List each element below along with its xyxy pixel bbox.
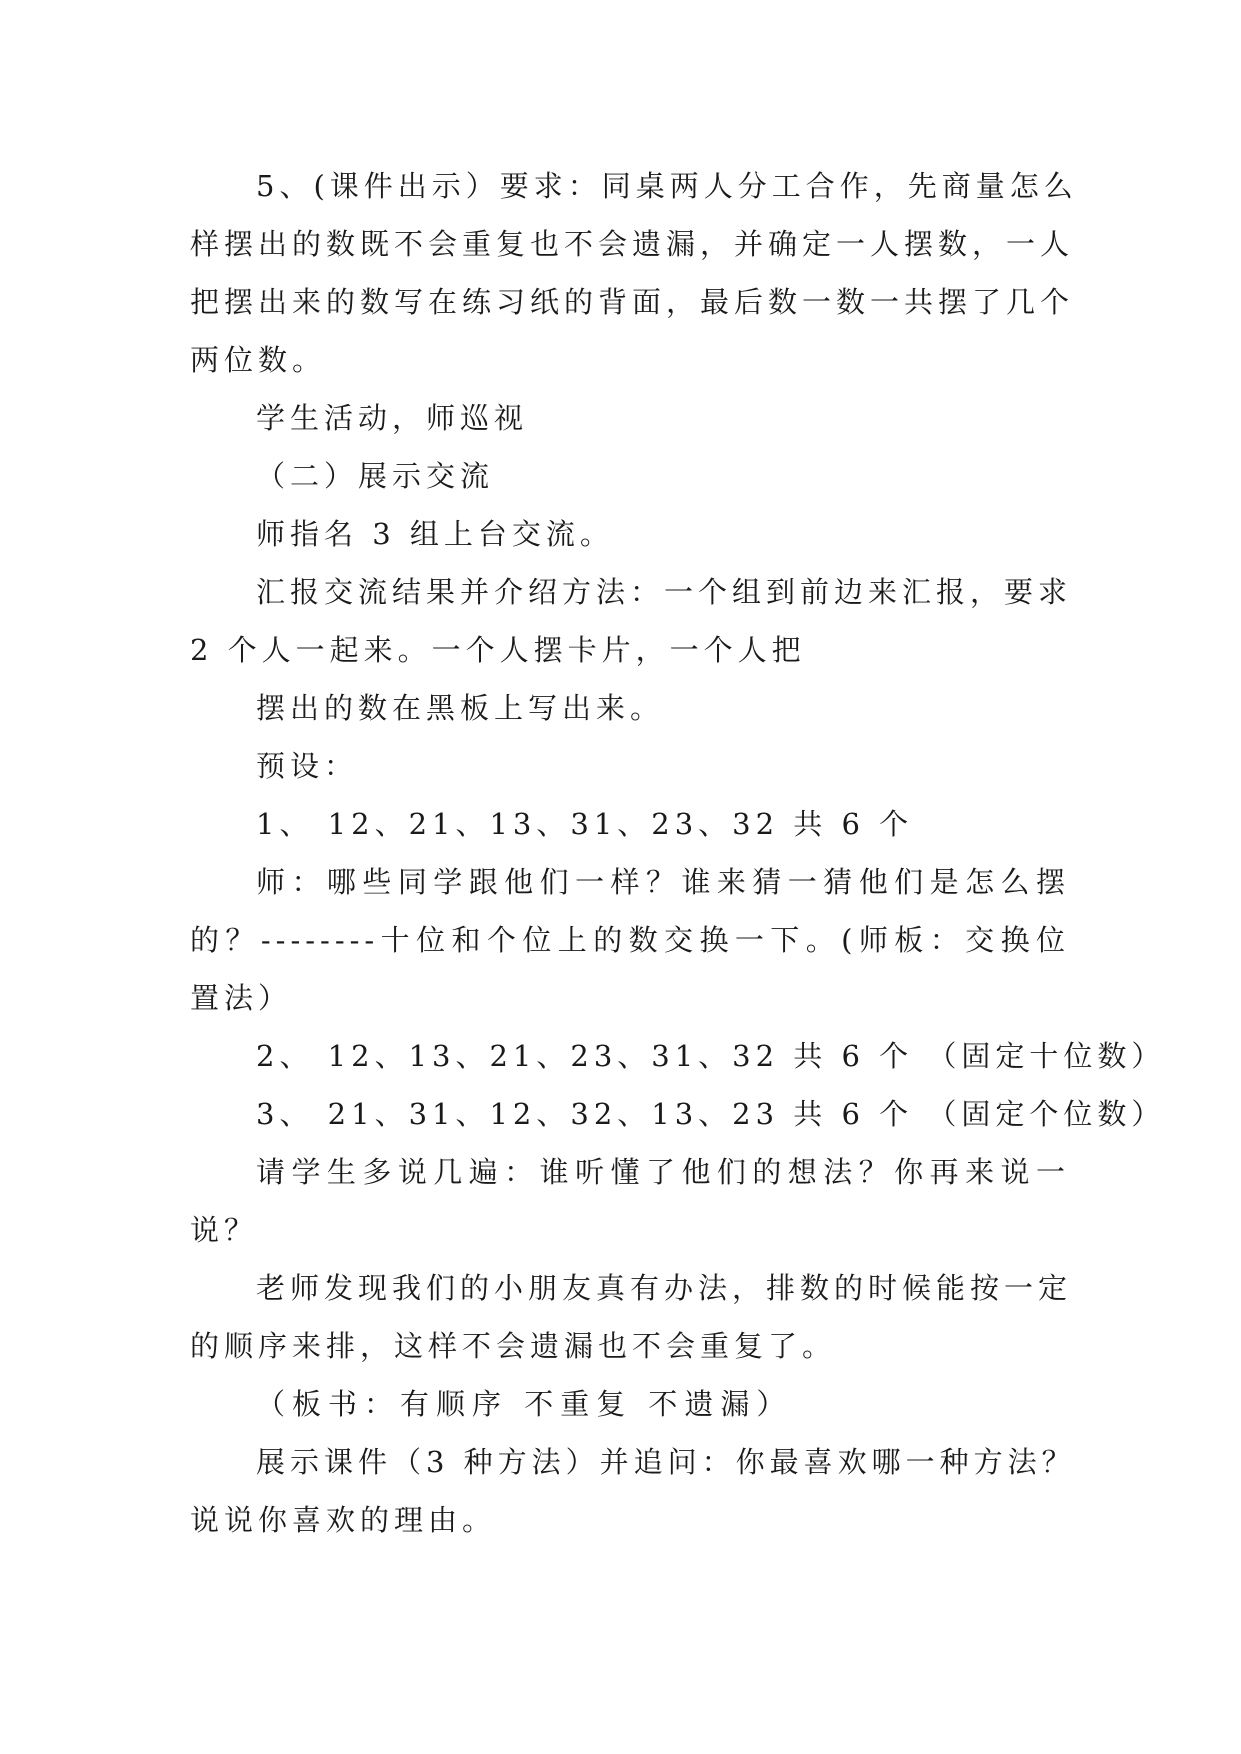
paragraph-line: 2 个人一起来。一个人摆卡片，一个人把 [190,633,806,667]
paragraph-line: 两位数。 [190,343,327,377]
paragraph-line: 摆出的数在黑板上写出来。 [256,691,665,725]
paragraph-line: 说？ [190,1213,259,1247]
section-heading: （二）展示交流 [256,459,495,493]
board-note: （板书：有顺序 不重复 不遗漏） [256,1387,793,1421]
paragraph-line: 把摆出来的数写在练习纸的背面，最后数一数一共摆了几个 [190,285,1075,319]
paragraph-line: 的？--------十位和个位上的数交换一下。(师板：交换位 [190,923,1070,957]
list-item: 1、 12、21、13、31、23、32 共 6 个 [256,807,914,841]
paragraph-line: 学生活动，师巡视 [256,401,529,435]
paragraph-line: 5、(课件出示）要求：同桌两人分工合作，先商量怎么 [256,169,1078,203]
paragraph-line: 老师发现我们的小朋友真有办法，排数的时候能按一定 [256,1271,1073,1305]
list-item: 2、 12、13、21、23、31、32 共 6 个 （固定十位数） [256,1039,1166,1073]
paragraph-line: 预设： [256,749,359,783]
paragraph-line: 师指名 3 组上台交流。 [256,517,614,551]
list-item: 3、 21、31、12、32、13、23 共 6 个 （固定个位数） [256,1097,1166,1131]
paragraph-line: 展示课件（3 种方法）并追问：你最喜欢哪一种方法？ [256,1445,1076,1479]
paragraph-line: 的顺序来排，这样不会遗漏也不会重复了。 [190,1329,837,1363]
paragraph-line: 说说你喜欢的理由。 [190,1503,497,1537]
paragraph-line: 师：哪些同学跟他们一样？谁来猜一猜他们是怎么摆 [256,865,1070,899]
paragraph-line: 请学生多说几遍：谁听懂了他们的想法？你再来说一 [256,1155,1070,1189]
paragraph-line: 样摆出的数既不会重复也不会遗漏，并确定一人摆数，一人 [190,227,1075,261]
paragraph-line: 置法） [190,981,293,1015]
paragraph-line: 汇报交流结果并介绍方法：一个组到前边来汇报，要求 [256,575,1073,609]
